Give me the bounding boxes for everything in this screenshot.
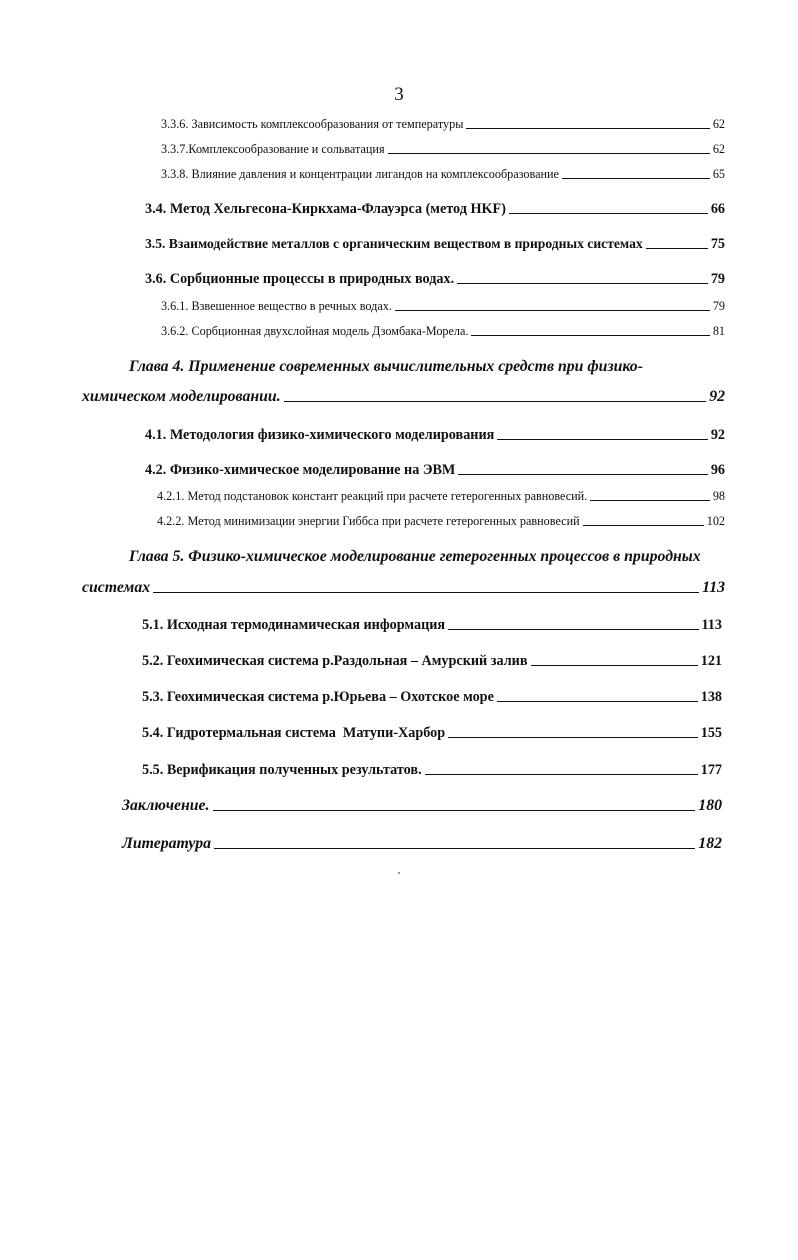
- toc-chapter-5-title[interactable]: Глава 5. Физико-химическое моделирование гетерогенных процессов в природных: [129, 548, 701, 565]
- toc-entry-label: 3.3.8. Влияние давления и концентрации лигандов на комплексообразование: [161, 167, 559, 181]
- toc-entry-5-1[interactable]: [142, 618, 722, 632]
- toc-chapter-4[interactable]: [82, 389, 725, 405]
- toc-leader: [214, 848, 695, 849]
- toc-entry-label: Заключение.: [122, 797, 210, 814]
- toc-entry-page: 180: [698, 797, 722, 814]
- toc-leader: [497, 701, 698, 702]
- toc-entry-page: 182: [698, 835, 722, 852]
- toc-entry-3-5[interactable]: [145, 237, 725, 251]
- toc-entry-label: 3.5. Взаимодействие металлов с органическим веществом в природных системах: [145, 236, 643, 251]
- toc-entry-4-1[interactable]: [145, 428, 725, 442]
- toc-leader: [471, 335, 709, 336]
- toc-entry-label: 3.3.6. Зависимость комплексообразования от температуры: [161, 117, 464, 131]
- toc-entry-page: 92: [710, 427, 725, 443]
- toc-entry-label: Литература: [122, 835, 212, 852]
- toc-entry-3-3-7[interactable]: [161, 143, 725, 155]
- toc-chapter-4-title[interactable]: Глава 4. Применение современных вычислительных средств при физико-: [129, 358, 643, 375]
- toc-entry-label: 4.2. Физико-химическое моделирование на ЭВМ: [145, 462, 456, 478]
- toc-entry-page: 81: [712, 324, 725, 338]
- toc-leader: [497, 439, 708, 440]
- toc-entry-label: системах: [82, 579, 151, 596]
- toc-entry-4-2-1[interactable]: [157, 490, 725, 502]
- toc-leader: [583, 525, 704, 526]
- toc-entry-label: 5.3. Геохимическая система р.Юрьева – Охотское море: [142, 689, 494, 705]
- toc-entry-5-5[interactable]: [142, 763, 722, 777]
- page-number: 3: [394, 84, 404, 105]
- toc-entry-label: 5.5. Верификация полученных результатов.: [142, 762, 422, 778]
- toc-leader: [457, 283, 708, 284]
- toc-entry-page: 79: [712, 299, 725, 313]
- toc-entry-3-6-1[interactable]: [161, 300, 725, 312]
- toc-leader: [395, 310, 710, 311]
- toc-leader: [153, 592, 699, 593]
- toc-leader: [448, 629, 698, 630]
- toc-entry-label: 5.2. Геохимическая система р.Раздольная – Амурский залив: [142, 653, 528, 669]
- toc-leader: [466, 128, 709, 129]
- toc-entry-page: 96: [710, 462, 725, 478]
- toc-entry-label: 4.2.1. Метод подстановок констант реакций при расчете гетерогенных равновесий.: [157, 489, 588, 503]
- scan-speck: [398, 872, 400, 874]
- toc-leader: [425, 774, 698, 775]
- toc-entry-label: 3.6. Сорбционные процессы в природных водах.: [145, 271, 455, 287]
- toc-leader: [388, 153, 710, 154]
- toc-entry-page: 155: [700, 725, 722, 741]
- toc-entry-label: 3.3.7.Комплексообразование и сольватация: [161, 142, 385, 156]
- toc-entry-label: 3.6.2. Сорбционная двухслойная модель Дзомбака-Морела.: [161, 324, 469, 338]
- toc-leader: [284, 401, 707, 402]
- toc-entry-page: 98: [712, 489, 725, 503]
- toc-leader: [531, 665, 698, 666]
- toc-leader: [646, 248, 708, 249]
- toc-entry-page: 62: [712, 117, 725, 131]
- toc-entry-3-4[interactable]: [145, 202, 725, 216]
- toc-entry-page: 113: [701, 617, 722, 633]
- toc-entry-3-6[interactable]: [145, 272, 725, 286]
- toc-entry-label: 4.1. Методология физико-химического моделирования: [145, 427, 495, 443]
- toc-entry-5-2[interactable]: [142, 654, 722, 668]
- toc-entry-3-3-6[interactable]: [161, 118, 725, 130]
- toc-entry-page: 62: [712, 142, 725, 156]
- toc-entry-page: 121: [700, 653, 722, 669]
- toc-leader: [213, 810, 696, 811]
- toc-entry-page: 65: [712, 167, 725, 181]
- toc-entry-page: 113: [702, 579, 725, 596]
- toc-literature[interactable]: [122, 836, 722, 852]
- toc-entry-page: 79: [710, 271, 725, 287]
- toc-entry-4-2[interactable]: [145, 463, 725, 477]
- toc-entry-page: 92: [709, 388, 725, 405]
- toc-leader: [562, 178, 710, 179]
- toc-chapter-5[interactable]: [82, 580, 725, 596]
- toc-entry-page: 138: [700, 689, 722, 705]
- toc-entry-label: химическом моделировании.: [82, 388, 281, 405]
- toc-entry-page: 75: [710, 236, 725, 252]
- toc-entry-3-3-8[interactable]: [161, 168, 725, 180]
- toc-entry-5-3[interactable]: [142, 690, 722, 704]
- toc-entry-5-4[interactable]: [142, 726, 722, 740]
- toc-entry-page: 177: [700, 762, 722, 778]
- toc-entry-3-6-2[interactable]: [161, 325, 725, 337]
- toc-entry-label: 3.6.1. Взвешенное вещество в речных водах.: [161, 299, 392, 313]
- toc-leader: [509, 213, 708, 214]
- toc-entry-page: 102: [706, 514, 725, 528]
- toc-leader: [448, 737, 698, 738]
- toc-entry-4-2-2[interactable]: [157, 515, 725, 527]
- toc-entry-label: 3.4. Метод Хельгесона-Киркхама-Флауэрса (метод HKF): [145, 201, 506, 217]
- toc-entry-label: 5.4. Гидротермальная система Матупи-Харбор: [142, 725, 446, 741]
- toc-entry-page: 66: [710, 201, 725, 217]
- toc-entry-label: 5.1. Исходная термодинамическая информация: [142, 617, 446, 633]
- toc-leader: [590, 500, 710, 501]
- toc-leader: [458, 474, 708, 475]
- toc-entry-label: 4.2.2. Метод минимизации энергии Гиббса при расчете гетерогенных равновесий: [157, 514, 580, 528]
- toc-conclusion[interactable]: [122, 798, 722, 814]
